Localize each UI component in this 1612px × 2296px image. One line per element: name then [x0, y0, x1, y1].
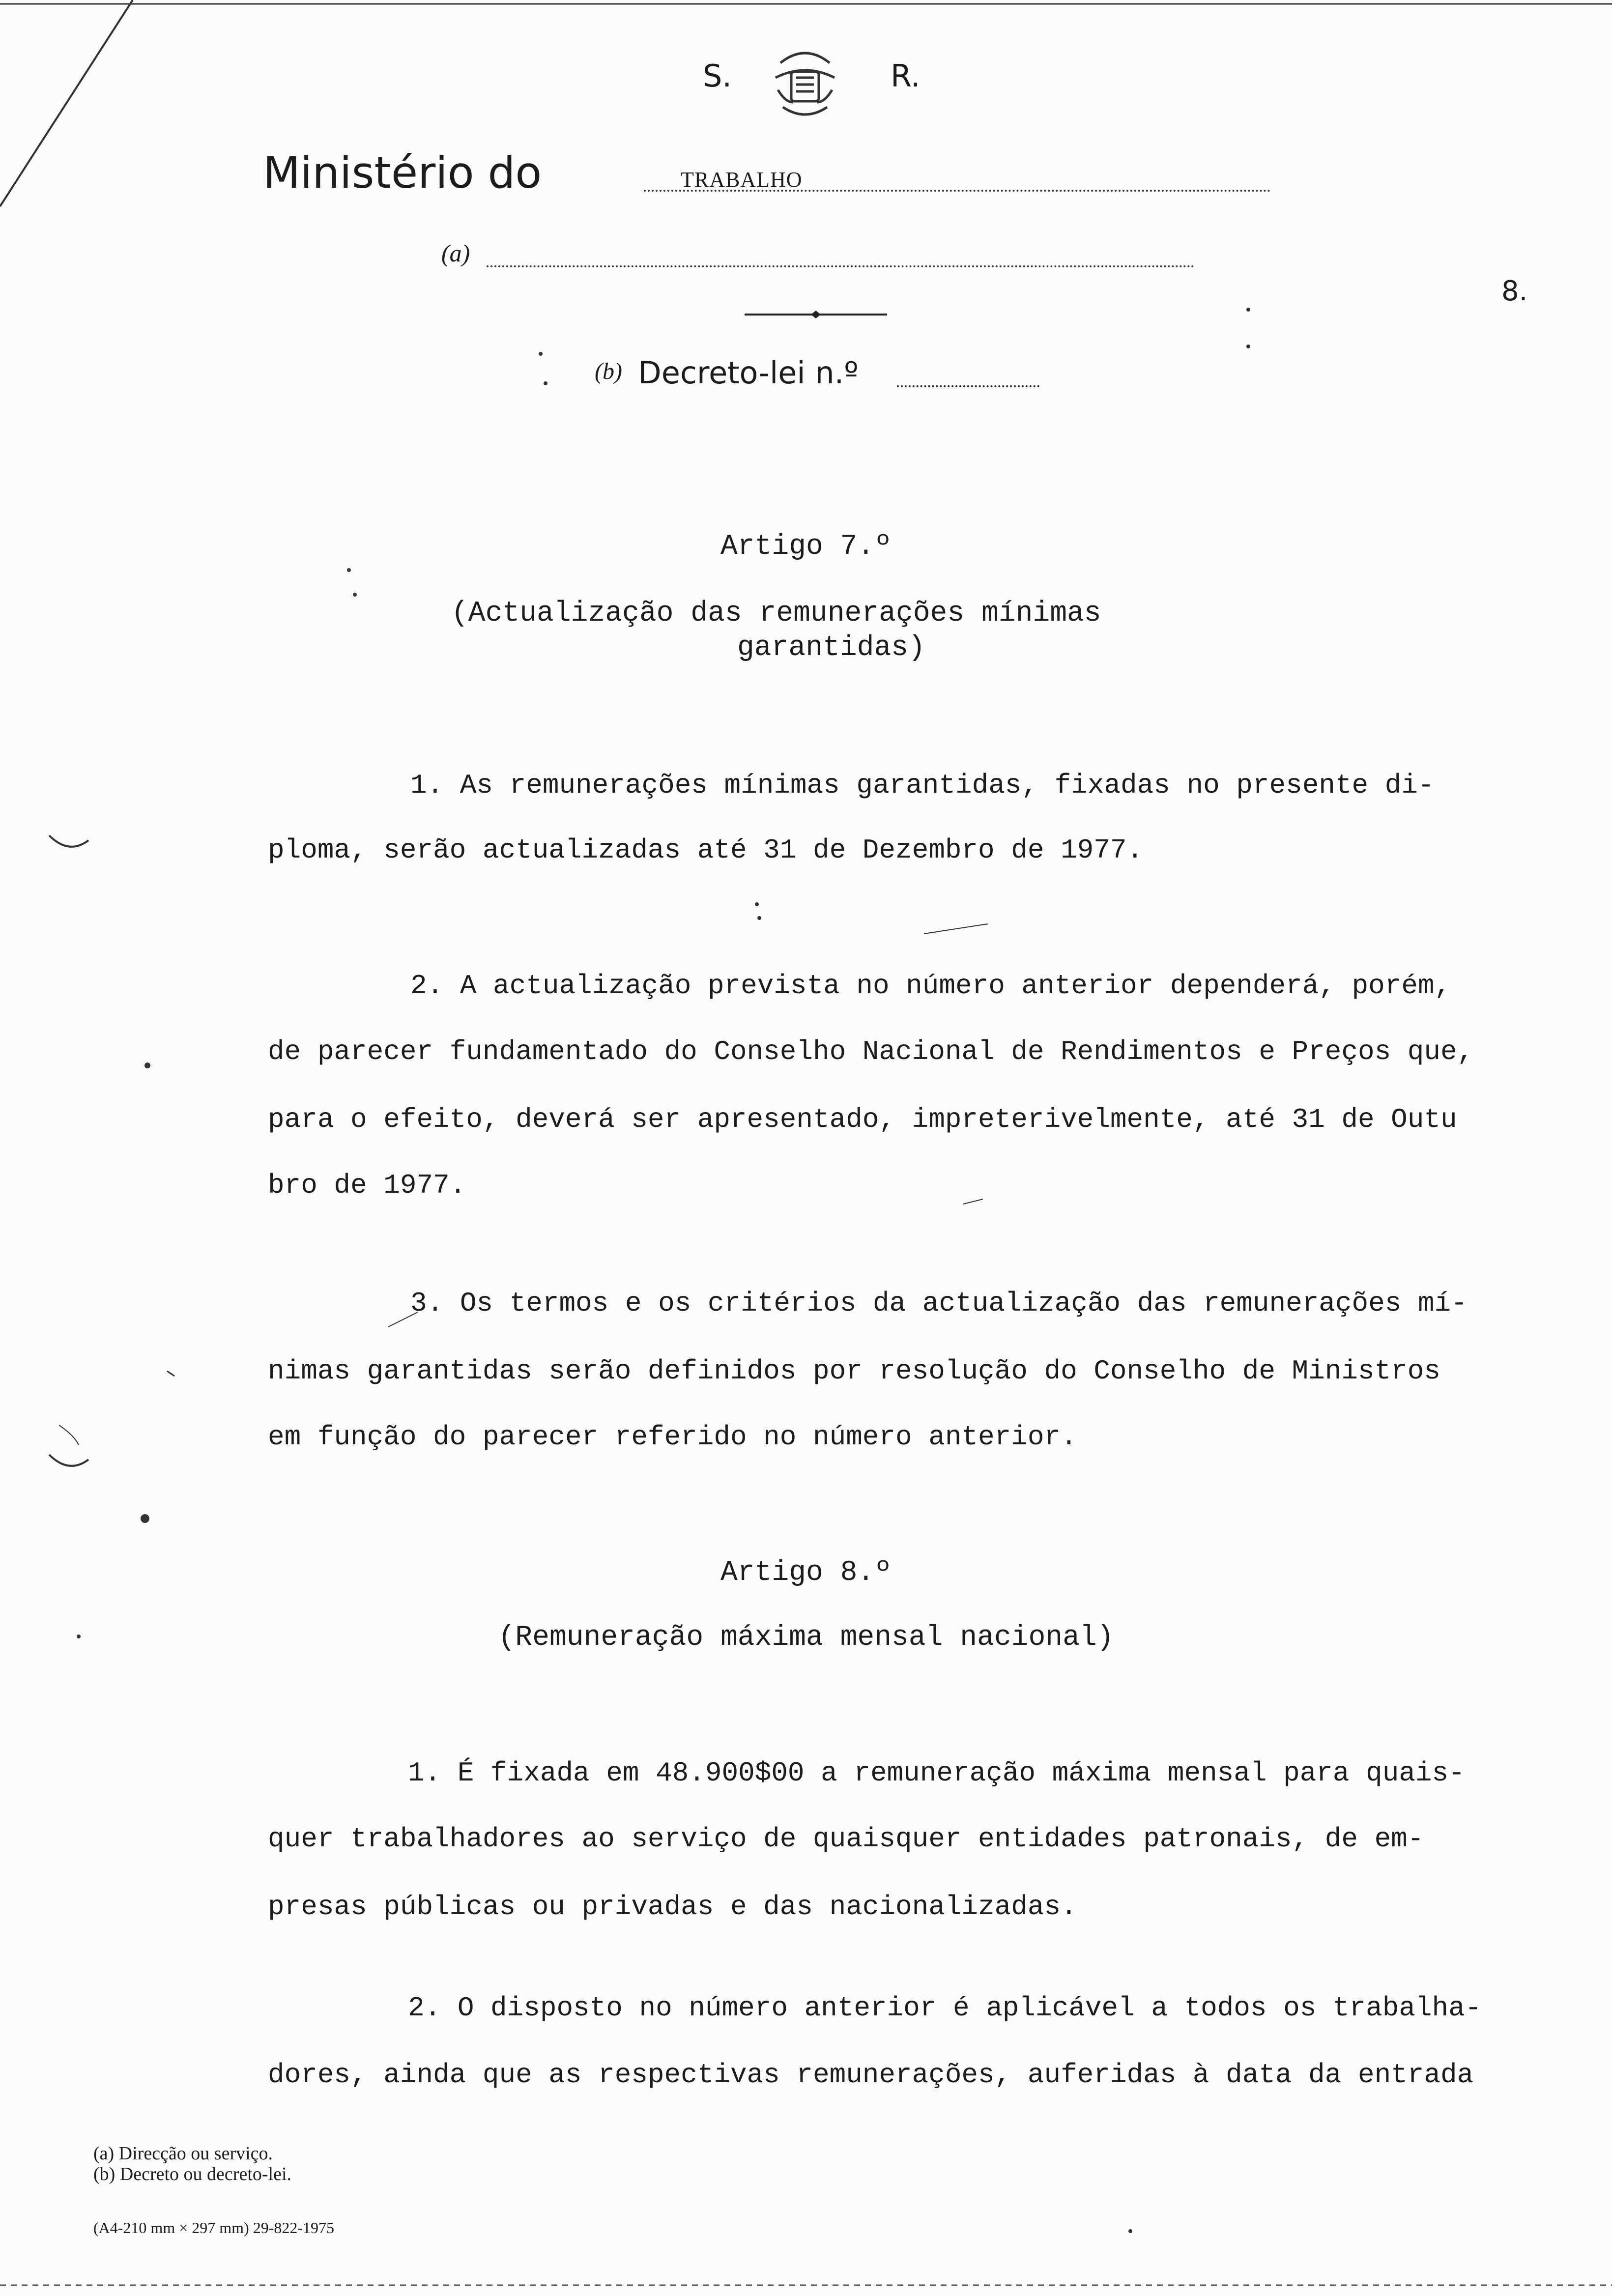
- article-7-para-1-line-2: ploma, serão actualizadas até 31 de Dezembro de 1977.: [268, 834, 1144, 866]
- article-8-para-2-line-2: dores, ainda que as respectivas remunerações, auferidas à data da entrada: [268, 2059, 1474, 2091]
- article-7-para-2-line-1: 2. A actualização prevista no número anterior dependerá, porém,: [410, 970, 1451, 1002]
- article-8-para-2-line-1: 2. O disposto no número anterior é aplicável a todos os trabalha-: [408, 1992, 1482, 2024]
- field-a-label: (a): [441, 239, 470, 267]
- footnote-a: (a) Direcção ou serviço.: [93, 2143, 273, 2164]
- article-7-para-1-line-1: 1. As remunerações mínimas garantidas, fixadas no presente di-: [410, 770, 1435, 801]
- article-8-para-1-line-2: quer trabalhadores ao serviço de quaisquer entidades patronais, de em-: [268, 1823, 1424, 1855]
- article-7-heading: Artigo 7.º: [720, 531, 892, 563]
- article-8-para-1-line-1: 1. É fixada em 48.900$00 a remuneração máxima mensal para quais-: [408, 1757, 1465, 1789]
- print-info: (A4-210 mm × 297 mm) 29-822-1975: [93, 2219, 334, 2237]
- letterhead-left-letter: S.: [703, 58, 732, 94]
- article-7-para-2-line-3: para o efeito, deverá ser apresentado, impreterivelmente, até 31 de Outu: [268, 1104, 1457, 1135]
- article-7-para-3-line-1: 3. Os termos e os critérios da actualização das remunerações mí-: [410, 1288, 1468, 1319]
- ministry-name: TRABALHO: [681, 168, 803, 192]
- page-number: 8.: [1501, 275, 1528, 307]
- article-7-subtitle-line-2: garantidas): [737, 632, 925, 664]
- decree-label: Decreto-lei n.º: [638, 355, 859, 391]
- footnote-b: (b) Decreto ou decreto-lei.: [93, 2164, 292, 2184]
- article-7-para-2-line-2: de parecer fundamentado do Conselho Nacional de Rendimentos e Preços que,: [268, 1036, 1474, 1067]
- article-8-heading: Artigo 8.º: [720, 1557, 892, 1589]
- article-7-para-3-line-3: em função do parecer referido no número anterior.: [268, 1421, 1077, 1453]
- ministry-prefix: Ministério do: [263, 147, 542, 198]
- article-7-para-2-line-4: bro de 1977.: [268, 1170, 466, 1201]
- article-7-subtitle-line-1: (Actualização das remunerações mínimas: [451, 598, 1101, 630]
- article-7-para-3-line-2: nimas garantidas serão definidos por resolução do Conselho de Ministros: [268, 1355, 1440, 1387]
- letterhead-right-letter: R.: [891, 58, 921, 94]
- decree-label-b: (b): [595, 358, 622, 384]
- article-8-subtitle: (Remuneração máxima mensal nacional): [498, 1622, 1114, 1654]
- article-8-para-1-line-3: presas públicas ou privadas e das nacionalizadas.: [268, 1891, 1077, 1923]
